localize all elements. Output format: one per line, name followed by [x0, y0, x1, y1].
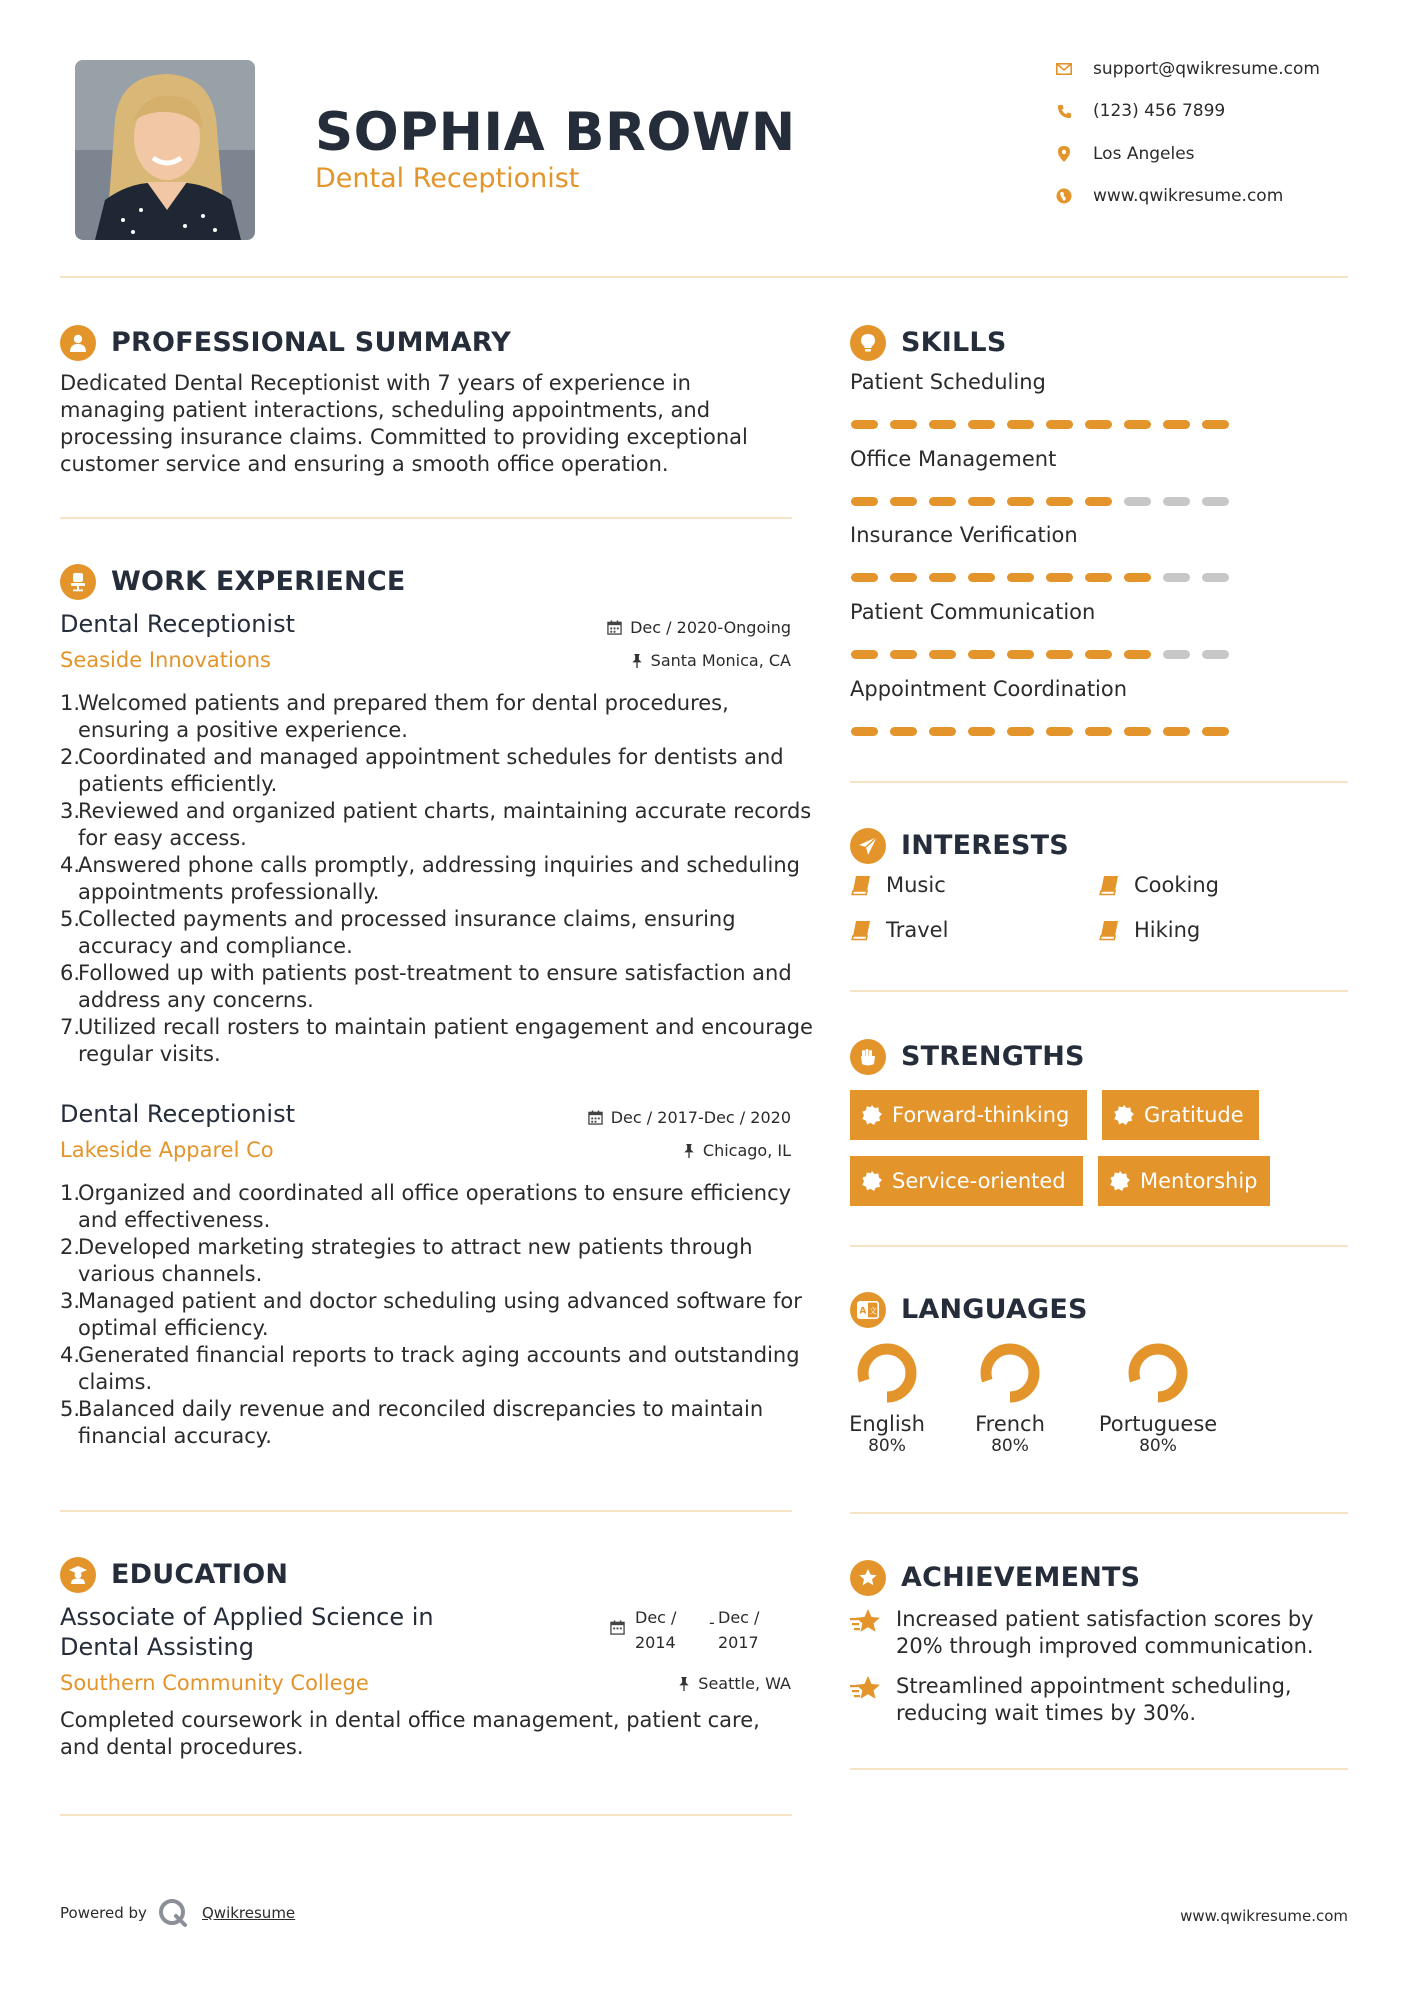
language-item — [817, 1412, 957, 1456]
calendar-icon — [588, 1110, 603, 1125]
list-item: Utilized recall rosters to maintain patient engagement and encourage regular visits. — [78, 1015, 813, 1066]
interest-item-hiking — [1098, 918, 1200, 942]
skill-dash-filled — [851, 573, 878, 582]
skill-dash-filled — [1007, 727, 1034, 736]
footer-website-link[interactable]: www.qwikresume.com — [1180, 1907, 1348, 1925]
book-icon — [850, 919, 872, 941]
phone-icon — [1055, 102, 1073, 120]
globe-icon — [1055, 187, 1073, 205]
skill-name: Patient Communication — [850, 600, 1096, 624]
strength-label: Service-oriented — [892, 1169, 1066, 1193]
skill-dash-filled — [1007, 497, 1034, 506]
skill-dash-filled — [929, 497, 956, 506]
svg-text:A: A — [859, 1306, 867, 1317]
job-2-bullets — [60, 1180, 818, 1450]
interest-item-cooking — [1098, 873, 1219, 897]
skill-rating-bar — [851, 573, 1229, 582]
contact-location — [1055, 140, 1195, 168]
interest-label: Hiking — [1134, 918, 1201, 942]
footer-powered-by: Powered by — [60, 1904, 147, 1922]
language-item — [1088, 1412, 1228, 1456]
skill-dash-filled — [968, 497, 995, 506]
qwikresume-logo-icon — [158, 1898, 188, 1932]
skill-dash-filled — [890, 497, 917, 506]
candidate-title: Dental Receptionist — [315, 163, 580, 194]
language-percent: 80% — [1139, 1436, 1177, 1456]
job-1-bullets — [60, 690, 818, 1068]
skill-dash-filled — [1202, 420, 1229, 429]
strength-tag — [850, 1156, 1083, 1206]
skill-name: Patient Scheduling — [850, 370, 1046, 394]
skill-dash-filled — [1046, 573, 1073, 582]
skill-dash-filled — [1007, 573, 1034, 582]
skill-name: Insurance Verification — [850, 523, 1078, 547]
skill-rating-bar — [851, 497, 1229, 506]
list-item: Balanced daily revenue and reconciled discrepancies to maintain financial accuracy. — [78, 1397, 764, 1448]
skill-dash-filled — [890, 573, 917, 582]
strengths-section-icon — [850, 1039, 886, 1075]
envelope-icon — [1055, 60, 1073, 78]
contact-location-text: Los Angeles — [1093, 144, 1195, 164]
badge-icon — [1114, 1105, 1134, 1125]
achievement-text: Increased patient satisfaction scores by 20% through improved communication. — [896, 1607, 1314, 1658]
skill-dash-filled — [1163, 727, 1190, 736]
education-location — [460, 1674, 791, 1693]
svg-text:文: 文 — [869, 1306, 877, 1316]
list-item: Managed patient and doctor scheduling using advanced software for optimal efficiency. — [78, 1289, 802, 1340]
interest-item-music — [850, 873, 946, 897]
skill-dash-filled — [1202, 727, 1229, 736]
achievements-divider — [850, 1768, 1348, 1770]
trophy-star-icon — [857, 1568, 879, 1588]
skill-dash-filled — [1085, 650, 1112, 659]
footer-brand-link[interactable]: Qwikresume — [202, 1904, 296, 1922]
skill-dash-filled — [1124, 727, 1151, 736]
language-ring-gauge — [857, 1343, 917, 1407]
language-ring-gauge — [1128, 1343, 1188, 1407]
interest-label: Music — [886, 873, 946, 897]
book-icon — [850, 874, 872, 896]
location-pin-icon — [1055, 145, 1073, 163]
education-start-month: Dec / — [635, 1608, 677, 1627]
skill-dash-filled — [1046, 650, 1073, 659]
job-1-dates-text: Dec / 2020-Ongoing — [630, 618, 791, 637]
user-icon — [68, 333, 88, 353]
strength-label: Mentorship — [1140, 1169, 1258, 1193]
education-end-month: Dec / — [718, 1608, 760, 1627]
job-2-title: Dental Receptionist — [60, 1100, 295, 1128]
pushpin-icon — [678, 1676, 690, 1691]
education-start-year: 2014 — [635, 1633, 676, 1652]
skill-dash-filled — [929, 420, 956, 429]
job-1-location-text: Santa Monica, CA — [650, 651, 791, 670]
language-name: French — [975, 1412, 1045, 1436]
job-1-company: Seaside Innovations — [60, 648, 271, 672]
summary-heading: PROFESSIONAL SUMMARY — [111, 327, 512, 358]
badge-icon — [862, 1105, 882, 1125]
skill-dash-filled — [968, 650, 995, 659]
pushpin-icon — [683, 1143, 695, 1158]
job-1-dates — [460, 618, 791, 637]
skill-name: Appointment Coordination — [850, 677, 1128, 701]
achievement-text: Streamlined appointment scheduling, reducing wait times by 30%. — [896, 1674, 1292, 1725]
paper-plane-icon — [858, 836, 878, 856]
achievement-item — [850, 1606, 1330, 1660]
badge-icon — [862, 1171, 882, 1191]
list-item: Reviewed and organized patient charts, maintaining accurate records for easy access. — [78, 799, 812, 850]
list-item: Followed up with patients post-treatment to ensure satisfaction and address any concerns. — [78, 961, 792, 1012]
header-divider — [60, 276, 1348, 278]
skill-rating-bar — [851, 650, 1229, 659]
language-ring-gauge — [980, 1343, 1040, 1407]
fist-icon — [858, 1047, 878, 1067]
skill-dash-empty — [1202, 573, 1229, 582]
education-date-dash: - — [709, 1613, 715, 1632]
skill-dash-filled — [929, 727, 956, 736]
contact-email[interactable] — [1055, 55, 1320, 83]
skill-dash-filled — [1124, 573, 1151, 582]
strengths-divider — [850, 1245, 1348, 1247]
education-degree: Associate of Applied Science in Dental Assisting — [60, 1603, 434, 1661]
interest-item-travel — [850, 918, 948, 942]
education-heading: EDUCATION — [111, 1559, 289, 1590]
contact-website[interactable] — [1055, 182, 1283, 210]
skill-dash-filled — [929, 573, 956, 582]
skill-dash-empty — [1202, 497, 1229, 506]
chair-icon — [68, 572, 88, 592]
education-school: Southern Community College — [60, 1671, 369, 1695]
achievement-item — [850, 1673, 1330, 1727]
language-percent: 80% — [868, 1436, 906, 1456]
skill-dash-filled — [968, 420, 995, 429]
job-1-title: Dental Receptionist — [60, 610, 295, 638]
job-2-location — [460, 1141, 791, 1160]
education-end-date — [718, 1605, 759, 1655]
strength-label: Gratitude — [1144, 1103, 1244, 1127]
experience-divider — [60, 1510, 792, 1512]
languages-section-icon — [850, 1292, 886, 1328]
skill-dash-filled — [1085, 497, 1112, 506]
interest-label: Cooking — [1134, 873, 1219, 897]
education-location-text: Seattle, WA — [698, 1674, 791, 1693]
lightbulb-icon — [858, 333, 878, 353]
interests-heading: INTERESTS — [901, 830, 1069, 861]
skill-dash-filled — [1163, 420, 1190, 429]
languages-heading: LANGUAGES — [901, 1294, 1088, 1325]
pushpin-icon — [631, 653, 643, 668]
education-description: Completed coursework in dental office management, patient care, and dental procedures. — [60, 1708, 760, 1759]
profile-photo — [75, 60, 255, 240]
skill-dash-filled — [1046, 727, 1073, 736]
skill-dash-filled — [1085, 727, 1112, 736]
skill-dash-filled — [1085, 573, 1112, 582]
skill-dash-filled — [968, 727, 995, 736]
badge-icon — [1110, 1171, 1130, 1191]
skill-dash-filled — [1046, 497, 1073, 506]
skill-dash-filled — [1046, 420, 1073, 429]
language-item — [940, 1412, 1080, 1456]
skill-rating-bar — [851, 727, 1229, 736]
skill-dash-filled — [851, 497, 878, 506]
skill-name: Office Management — [850, 447, 1057, 471]
book-icon — [1098, 874, 1120, 896]
education-start-date — [635, 1605, 676, 1655]
summary-section-icon — [60, 325, 96, 361]
language-name: English — [849, 1412, 925, 1436]
list-item: Organized and coordinated all office operations to ensure efficiency and effectiveness. — [78, 1181, 792, 1232]
list-item: Coordinated and managed appointment schedules for dentists and patients efficiently. — [78, 745, 784, 796]
list-item: Answered phone calls promptly, addressing inquiries and scheduling appointments professionally. — [78, 853, 801, 904]
skill-rating-bar — [851, 420, 1229, 429]
skill-dash-filled — [890, 420, 917, 429]
strength-tag — [1102, 1090, 1259, 1140]
summary-text: Dedicated Dental Receptionist with 7 years of experience in managing patient interactions, scheduling appointments, and processing insurance claims. Committed to providing exceptional customer service and ensuring a smooth office operation. — [60, 371, 748, 476]
contact-email-text: support@qwikresume.com — [1093, 59, 1320, 79]
languages-divider — [850, 1512, 1348, 1514]
candidate-name: SOPHIA BROWN — [315, 102, 796, 163]
language-percent: 80% — [991, 1436, 1029, 1456]
skill-dash-filled — [1007, 650, 1034, 659]
summary-divider — [60, 517, 792, 519]
skill-dash-filled — [1124, 420, 1151, 429]
strengths-heading: STRENGTHS — [901, 1041, 1085, 1072]
skill-dash-filled — [851, 420, 878, 429]
star-icon — [850, 1675, 882, 1703]
skill-dash-filled — [851, 650, 878, 659]
list-item: Collected payments and processed insurance claims, ensuring accuracy and compliance. — [78, 907, 736, 958]
job-1-location — [460, 651, 791, 670]
skill-dash-filled — [929, 650, 956, 659]
achievements-heading: ACHIEVEMENTS — [901, 1562, 1141, 1593]
education-end-year: 2017 — [718, 1633, 759, 1652]
skill-dash-filled — [851, 727, 878, 736]
job-2-dates-text: Dec / 2017-Dec / 2020 — [610, 1108, 791, 1127]
experience-section-icon — [60, 564, 96, 600]
skill-dash-empty — [1202, 650, 1229, 659]
achievements-section-icon — [850, 1560, 886, 1596]
calendar-icon — [610, 1620, 625, 1639]
education-divider — [60, 1814, 792, 1816]
job-2-dates — [460, 1108, 791, 1127]
star-icon — [850, 1608, 882, 1636]
list-item: Welcomed patients and prepared them for dental procedures, ensuring a positive experience. — [78, 691, 729, 742]
book-icon — [1098, 919, 1120, 941]
skill-dash-filled — [1007, 420, 1034, 429]
job-2-location-text: Chicago, IL — [702, 1141, 791, 1160]
list-item: Generated financial reports to track aging accounts and outstanding claims. — [78, 1343, 800, 1394]
list-item: Developed marketing strategies to attract new patients through various channels. — [78, 1235, 753, 1286]
strength-tag — [1098, 1156, 1270, 1206]
skill-dash-filled — [1124, 650, 1151, 659]
contact-phone-text: (123) 456 7899 — [1093, 101, 1226, 121]
strength-tag — [850, 1090, 1087, 1140]
contact-website-text: www.qwikresume.com — [1093, 186, 1284, 206]
contact-phone — [1055, 97, 1225, 125]
skills-section-icon — [850, 325, 886, 361]
interest-label: Travel — [886, 918, 949, 942]
graduate-icon — [68, 1565, 88, 1585]
language-name: Portuguese — [1098, 1412, 1218, 1436]
skill-dash-filled — [1085, 420, 1112, 429]
skill-dash-empty — [1163, 650, 1190, 659]
skill-dash-filled — [968, 573, 995, 582]
translate-icon — [857, 1301, 879, 1319]
skills-divider — [850, 781, 1348, 783]
experience-heading: WORK EXPERIENCE — [111, 566, 406, 597]
interests-section-icon — [850, 828, 886, 864]
skill-dash-filled — [890, 650, 917, 659]
skill-dash-empty — [1124, 497, 1151, 506]
skills-heading: SKILLS — [901, 327, 1007, 358]
strength-label: Forward-thinking — [892, 1103, 1070, 1127]
job-2-company: Lakeside Apparel Co — [60, 1138, 274, 1162]
calendar-icon — [607, 620, 622, 635]
interests-divider — [850, 990, 1348, 992]
skill-dash-empty — [1163, 573, 1190, 582]
skill-dash-filled — [890, 727, 917, 736]
skill-dash-empty — [1163, 497, 1190, 506]
education-section-icon — [60, 1557, 96, 1593]
